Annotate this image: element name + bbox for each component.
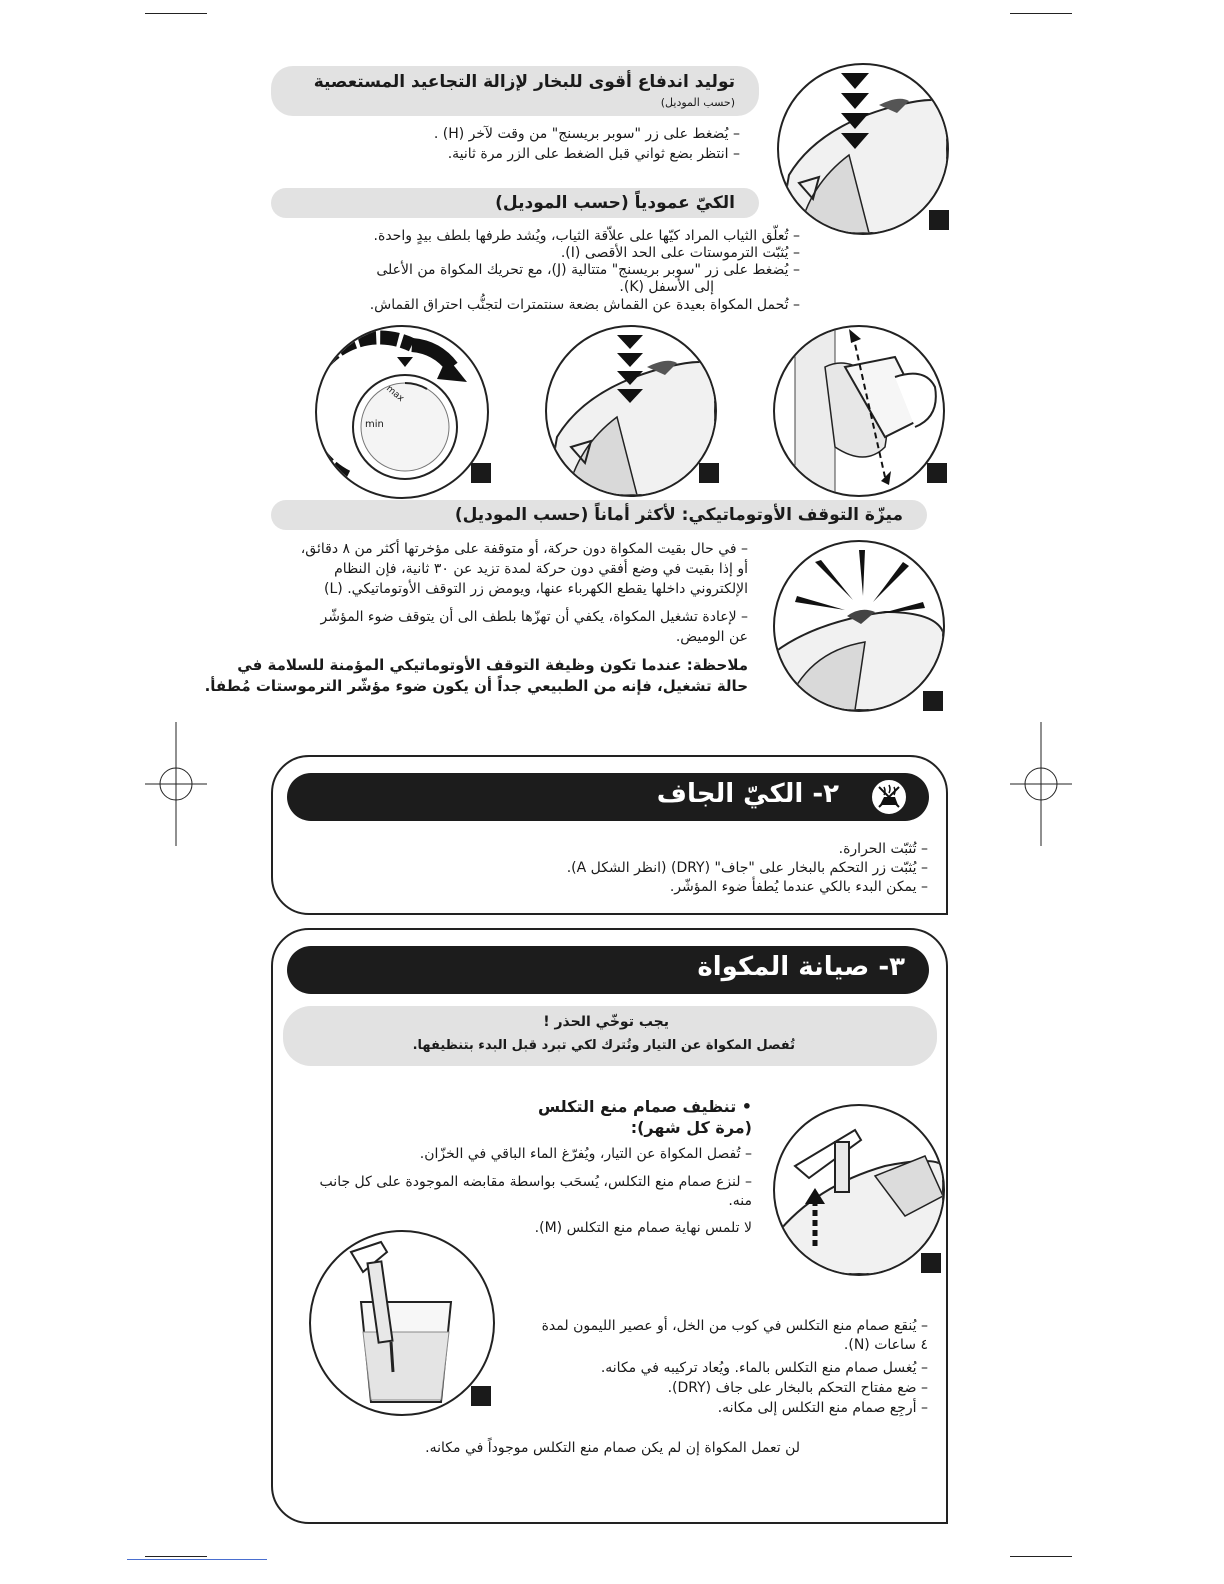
descaler-line-b3: – يُغسل صمام منع التكلس بالماء. ويُعاد تركيبه في مكانه. — [600, 1360, 928, 1376]
caution-title: يجب توخّي الحذر ! — [543, 1014, 669, 1030]
vertical-line-2: – يُثبّت الترموستات على الحد الأقصى (I). — [560, 245, 800, 261]
figure-label-square-h — [929, 210, 949, 230]
illustration-super-steam — [777, 63, 949, 235]
illustration-descaler-soaking — [309, 1230, 495, 1416]
dry-ironing-box — [271, 755, 948, 915]
descaler-line-b2: ٤ ساعات (N). — [843, 1337, 928, 1353]
super-steam-subtitle: (حسب الموديل) — [660, 96, 735, 109]
vertical-line-1: – تُعلّق الثياب المراد كيّها على علاّقة الثياب، ويُشد طرفها بلطف بيدٍ واحدة. — [373, 228, 800, 244]
no-steam-icon — [871, 779, 907, 815]
auto-stop-line-2: أو إذا بقيت في وضع أفقي دون حركة لمدة تزيد عن ٣٠ ثانية، فإن النظام — [334, 561, 748, 577]
crop-mark-top-right — [1010, 13, 1072, 14]
auto-stop-line-4: – لإعادة تشغيل المكواة، يكفي أن تهزّها بلطف الى أن يتوقف ضوء المؤشّر — [320, 609, 748, 625]
dial-max-label: max — [384, 383, 406, 405]
auto-stop-header — [271, 500, 927, 530]
descaler-line-a1: – تُفصل المكواة عن التيار، ويُفرّغ الماء الباقي في الخزّان. — [419, 1146, 752, 1162]
dry-line-2: – يُثبّت زر التحكم بالبخار على "جاف" (DRY) (انظر الشكل A). — [566, 860, 928, 876]
descaler-line-b4: – ضع مفتاح التحكم بالبخار على جاف (DRY). — [667, 1380, 928, 1396]
vertical-line-5: – تُحمل المكواة بعيدة عن القماش بضعة سنتمترات لتجنُّب احتراق القماش. — [369, 297, 800, 313]
crop-mark-bottom-left — [145, 1556, 207, 1557]
figure-label-square-m — [921, 1253, 941, 1273]
illustration-vertical-steaming — [773, 325, 945, 497]
final-note: لن تعمل المكواة إن لم يكن صمام منع التكلس موجوداً في مكانه. — [425, 1440, 800, 1456]
descaler-line-a2: – لنزع صمام منع التكلس، يُسحَب بواسطة مقابضه الموجودة على كل جانب — [319, 1174, 752, 1190]
descaler-line-b1: – يُنقع صمام منع التكلس في كوب من الخل، أو عصير الليمون لمدة — [541, 1318, 928, 1334]
caution-text: تُفصل المكواة عن التيار وتُترك لكي تبرد قبل البدء بتنظيفها. — [412, 1038, 795, 1053]
auto-stop-note-2: حالة تشغيل، فإنه من الطبيعي جداً أن يكون ضوء مؤشّر الترموستات مُطفأ. — [204, 677, 748, 695]
caution-panel — [283, 1006, 937, 1066]
dry-ironing-title: ٢- الكيّ الجاف — [656, 779, 839, 809]
dial-min-label: min — [365, 419, 384, 430]
descaler-line-b5: – أرجِع صمام منع التكلس إلى مكانه. — [717, 1400, 928, 1416]
dry-ironing-title-bar — [287, 773, 929, 821]
maintenance-title: ٣- صيانة المكواة — [697, 952, 905, 982]
dry-line-3: – يمكن البدء بالكي عندما يُطفأ ضوء المؤشّر. — [669, 879, 928, 895]
registration-mark-left — [145, 722, 207, 846]
registration-mark-right — [1010, 722, 1072, 846]
illustration-thermostat-dial — [315, 325, 489, 499]
figure-label-square-n — [471, 1386, 491, 1406]
crop-mark-bottom-left-2 — [127, 1559, 267, 1560]
figure-label-square-k — [927, 463, 947, 483]
super-steam-line-2: – انتظر بضع ثواني قبل الضغط على الزر مرة ثانية. — [447, 146, 740, 162]
auto-stop-note-1: ملاحظة: عندما تكون وظيفة التوقف الأوتوماتيكي المؤمنة للسلامة في — [237, 656, 748, 674]
super-steam-line-1: – يُضغط على زر "سوبر بريسنج" من وقت لآخر (H) . — [433, 126, 740, 142]
auto-stop-line-3: الإلكتروني داخلها يقطع الكهرباء عنها، ويومض زر التوقف الأوتوماتيكي. (L) — [324, 581, 748, 597]
auto-stop-title: ميزّة التوقف الأوتوماتيكي: لأكثر أماناً (حسب الموديل) — [454, 505, 903, 525]
illustration-auto-stop-light — [773, 540, 945, 712]
super-steam-header — [271, 66, 759, 116]
descaler-line-a4: لا تلمس نهاية صمام منع التكلس (M). — [534, 1220, 752, 1236]
vertical-header — [271, 188, 759, 218]
maintenance-title-bar — [287, 946, 929, 994]
dry-line-1: – تُثبّت الحرارة. — [838, 841, 928, 857]
auto-stop-line-1: – في حال بقيت المكواة دون حركة، أو متوقفة على مؤخرتها أكثر من ٨ دقائق، — [300, 541, 748, 557]
illustration-descaler-removal — [773, 1104, 945, 1276]
vertical-line-3: – يُضغط على زر "سوبر بريسنج" متتالية (J)، مع تحريك المكواة من الأعلى — [376, 262, 800, 278]
crop-mark-top-left — [145, 13, 207, 14]
descaler-bullet-sub: (مرة كل شهر): — [630, 1118, 752, 1137]
figure-label-square-i — [471, 463, 491, 483]
vertical-line-4: إلى الأسفل (K). — [619, 279, 714, 295]
crop-mark-bottom-right — [1010, 1556, 1072, 1557]
figure-label-square-l — [923, 691, 943, 711]
descaler-line-a3: منه. — [728, 1193, 752, 1209]
auto-stop-line-5: عن الوميض. — [675, 629, 748, 645]
super-steam-title: توليد اندفاع أقوى للبخار لإزالة التجاعيد المستعصية — [313, 72, 735, 92]
vertical-title: الكيّ عمودياً (حسب الموديل) — [495, 193, 735, 213]
illustration-steam-burst-button — [545, 325, 717, 497]
descaler-bullet-title: • تنظيف صمام منع التكلس — [538, 1097, 752, 1116]
figure-label-square-j — [699, 463, 719, 483]
